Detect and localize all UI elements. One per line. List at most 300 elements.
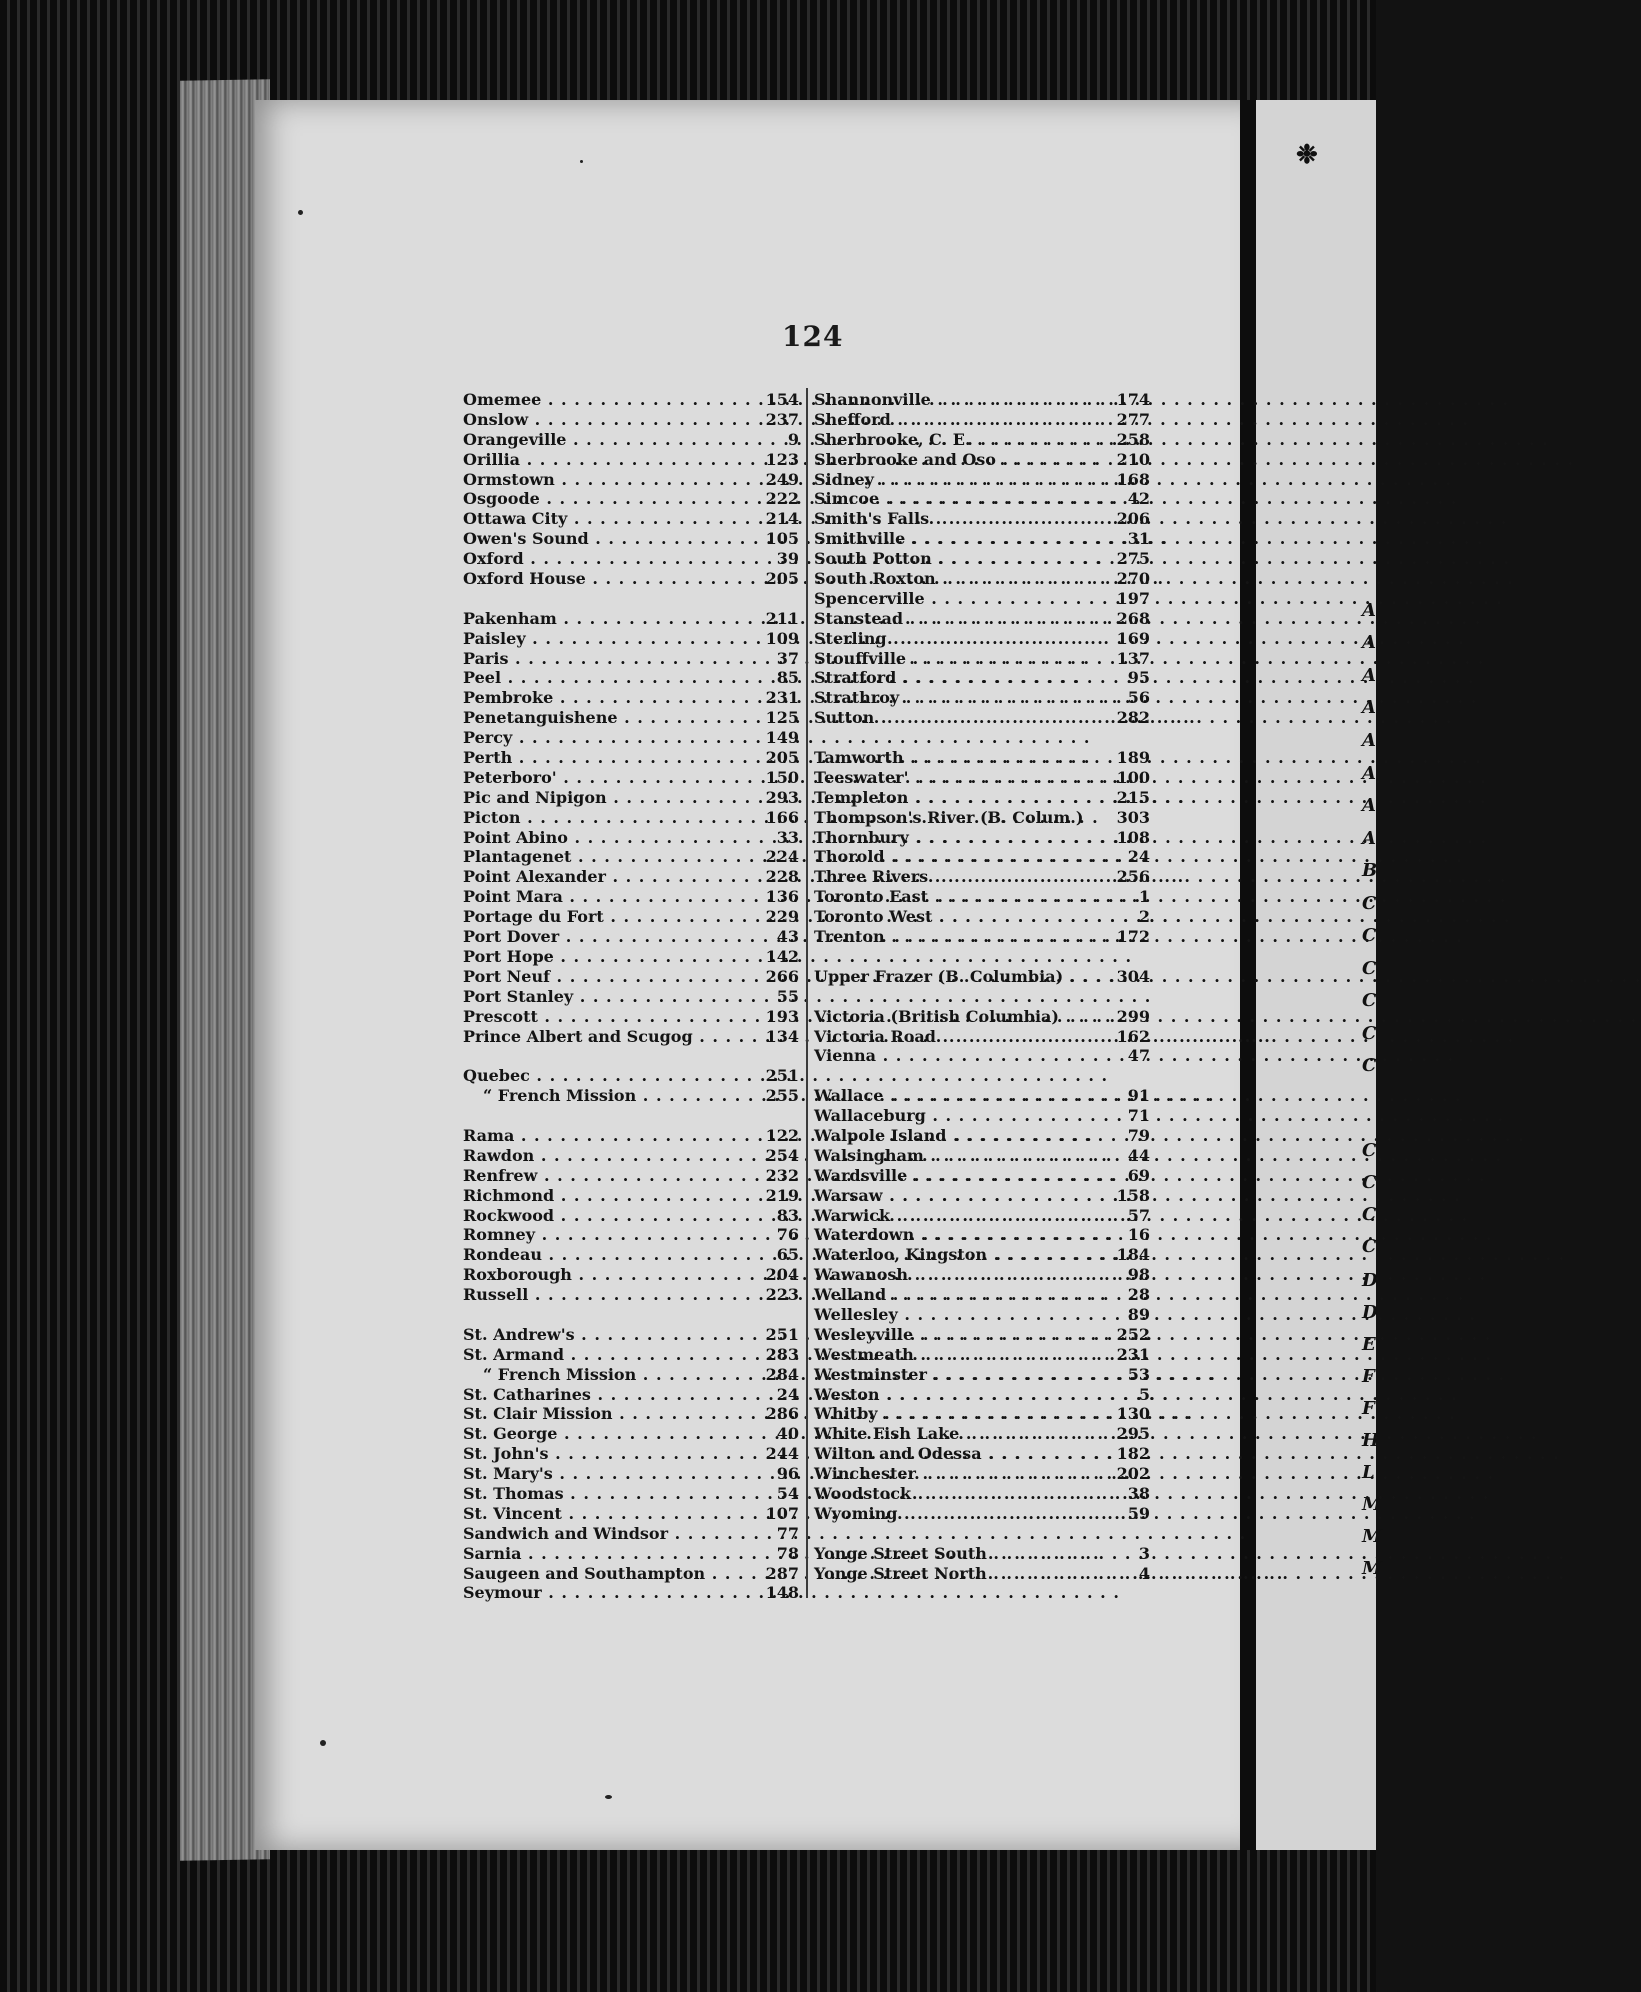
entry-page-number: 295 [1116, 1424, 1150, 1444]
entry-name: Walsingham . . . [814, 1146, 1112, 1166]
left-index-entry [463, 1583, 803, 1603]
entry-page-number: 251 [765, 1066, 799, 1086]
entry-page-number: 258 [1116, 429, 1150, 449]
right-index-entry [814, 1106, 1154, 1126]
right-index-entry [814, 1146, 1154, 1166]
entry-name: Yonge Street South . . . [814, 1544, 1112, 1564]
entry-name: Stratford . . . [814, 668, 1112, 688]
entry-name: St. Andrew's . . . [463, 1325, 761, 1345]
left-index-entry [463, 1086, 803, 1106]
entry-page-number: 53 [1127, 1364, 1150, 1384]
right-index-entry [814, 1385, 1154, 1405]
entry-name: Oxford House . . . [463, 569, 761, 589]
facing-page-letter: A [1362, 632, 1376, 653]
right-index-entry [814, 1225, 1154, 1245]
entry-page-number: 283 [765, 1344, 799, 1364]
entry-page-number: 5 [1138, 1384, 1150, 1404]
entry-page-number: 134 [765, 1026, 799, 1046]
entry-name: Roxborough . . . [463, 1265, 761, 1285]
left-index-entry [463, 1285, 803, 1305]
left-index-entry [463, 847, 803, 867]
entry-name: Toronto East . . . [814, 887, 1112, 907]
entry-page-number: 275 [1116, 549, 1150, 569]
dust-speck [320, 1740, 326, 1746]
left-index-entry [463, 410, 803, 430]
entry-page-number: 277 [1116, 409, 1150, 429]
entry-page-number: 215 [1116, 787, 1150, 807]
entry-name: Sherbrooke and Oso . . . [814, 450, 1112, 470]
entry-page-number: 205 [765, 569, 799, 589]
dust-speck [298, 210, 303, 215]
entry-name: Simcoe . . . [814, 489, 1112, 509]
entry-name: Port Neuf . . . [463, 967, 761, 987]
entry-page-number: 83 [776, 1205, 799, 1225]
index-column-right [814, 390, 1154, 1583]
facing-page-letter: A [1362, 730, 1376, 751]
entry-page-number: 251 [765, 1324, 799, 1344]
entry-name: Pic and Nipigon . . . [463, 788, 761, 808]
entry-page-number: 223 [765, 1285, 799, 1305]
right-index-entry [814, 1027, 1154, 1047]
entry-page-number: 125 [765, 708, 799, 728]
right-index-entry [814, 1206, 1154, 1226]
left-index-entry [463, 1225, 803, 1245]
left-index-entry [463, 470, 803, 490]
facing-page-mark: ❉ [1296, 140, 1318, 170]
entry-name: Toronto West . . . [814, 907, 1112, 927]
entry-page-number: 71 [1127, 1106, 1150, 1126]
entry-name: Penetanguishene . . . [463, 708, 761, 728]
left-index-entry [463, 1265, 803, 1285]
entry-name: Osgoode . . . [463, 489, 761, 509]
facing-page-letter: B [1362, 860, 1378, 881]
entry-name: Sterling . . . [814, 629, 1112, 649]
facing-page-letter: C [1362, 958, 1377, 979]
facing-page-letter: M [1362, 1494, 1382, 1515]
right-index-entry [814, 1504, 1154, 1524]
entry-page-number: 78 [776, 1543, 799, 1563]
entry-page-number: 149 [765, 728, 799, 748]
entry-name: Walpole Island . . . [814, 1126, 1112, 1146]
column-gap [463, 1106, 803, 1126]
left-index-entry [463, 788, 803, 808]
left-index-entry [463, 828, 803, 848]
entry-page-number: 142 [765, 946, 799, 966]
entry-page-number: 109 [765, 628, 799, 648]
left-index-entry [463, 1146, 803, 1166]
entry-name: Oxford . . . [463, 549, 761, 569]
left-index-entry [463, 1126, 803, 1146]
facing-page-letter: A [1362, 795, 1376, 816]
entry-page-number: 219 [765, 1185, 799, 1205]
entry-name: Sandwich and Windsor . . . [463, 1524, 761, 1544]
left-index-entry [463, 867, 803, 887]
entry-page-number: 304 [1116, 966, 1150, 986]
right-index-entry [814, 748, 1154, 768]
left-index-entry [463, 1186, 803, 1206]
facing-page-letter: A [1362, 697, 1376, 718]
facing-page-letter: F [1362, 1398, 1375, 1419]
entry-name: Omemee . . . [463, 390, 761, 410]
entry-name: Richmond . . . [463, 1186, 761, 1206]
left-index-entry [463, 569, 803, 589]
entry-name: Stouffville . . . [814, 649, 1112, 669]
right-index-entry [814, 1086, 1154, 1106]
right-index-entry [814, 1424, 1154, 1444]
entry-name: Paris . . . [463, 649, 761, 669]
entry-page-number: 108 [1116, 827, 1150, 847]
left-index-entry [463, 987, 803, 1007]
entry-page-number: 31 [1127, 529, 1150, 549]
entry-page-number: 122 [765, 1125, 799, 1145]
entry-name: Yonge Street North . . . [814, 1564, 1112, 1584]
column-gap [463, 1305, 803, 1325]
left-index-entry [463, 1504, 803, 1524]
entry-name: Victoria (British Columbia) . . . [814, 1007, 1112, 1027]
entry-page-number: 299 [1116, 1006, 1150, 1026]
left-index-entry [463, 1066, 803, 1086]
entry-name: Romney . . . [463, 1225, 761, 1245]
entry-page-number: 182 [1116, 1444, 1150, 1464]
entry-page-number: 202 [1116, 1464, 1150, 1484]
right-index-entry [814, 828, 1154, 848]
entry-page-number: 76 [776, 1225, 799, 1245]
entry-page-number: 38 [1127, 1483, 1150, 1503]
entry-name: Wawanosh . . . [814, 1265, 1112, 1285]
entry-page-number: 55 [776, 986, 799, 1006]
entry-page-number: 228 [765, 867, 799, 887]
facing-page-letter: F [1362, 1366, 1375, 1387]
left-index-entry [463, 768, 803, 788]
entry-name: St. Catharines . . . [463, 1385, 761, 1405]
entry-name: Woodstock . . . [814, 1484, 1112, 1504]
left-index-entry [463, 927, 803, 947]
right-index-entry [814, 589, 1154, 609]
entry-page-number: 158 [1116, 1185, 1150, 1205]
entry-page-number: 205 [765, 748, 799, 768]
facing-page-letter: C [1362, 893, 1377, 914]
column-divider [806, 388, 808, 1598]
left-index-entry [463, 1385, 803, 1405]
entry-name: Teeswater' . . . [814, 768, 1112, 788]
entry-name: Sherbrooke, C. E. . . . [814, 430, 1112, 450]
left-index-entry [463, 1524, 803, 1544]
left-index-entry [463, 1345, 803, 1365]
entry-name: Rama . . . [463, 1126, 761, 1146]
entry-page-number: 2 [1138, 907, 1150, 927]
left-index-entry [463, 947, 803, 967]
left-index-entry [463, 529, 803, 549]
left-index-entry [463, 1206, 803, 1226]
entry-name: St. Thomas . . . [463, 1484, 761, 1504]
left-index-entry [463, 1166, 803, 1186]
facing-page-letter: L [1362, 1462, 1375, 1483]
entry-name: Westmeath . . . [814, 1345, 1112, 1365]
entry-name: Thornbury . . . [814, 828, 1112, 848]
right-index-entry [814, 529, 1154, 549]
left-index-entry [463, 1444, 803, 1464]
right-index-entry [814, 1265, 1154, 1285]
entry-name: St. Mary's . . . [463, 1464, 761, 1484]
facing-page-letter: A [1362, 665, 1376, 686]
right-index-entry [814, 1564, 1154, 1584]
left-index-entry [463, 549, 803, 569]
entry-page-number: 28 [1127, 1285, 1150, 1305]
entry-name: Point Alexander . . . [463, 867, 761, 887]
entry-page-number: 252 [1116, 1324, 1150, 1344]
left-index-entry [463, 1007, 803, 1027]
entry-name: Strathroy . . . [814, 688, 1112, 708]
entry-page-number: 56 [1127, 688, 1150, 708]
right-index-entry [814, 708, 1154, 728]
dust-speck [580, 160, 583, 163]
facing-page-letter: C [1362, 1236, 1377, 1257]
entry-name: Warwick . . . [814, 1206, 1112, 1226]
entry-name: Point Mara . . . [463, 887, 761, 907]
facing-page-letter: C [1362, 1055, 1377, 1076]
entry-name: Vienna . . . [814, 1046, 1112, 1066]
entry-name: Russell . . . [463, 1285, 761, 1305]
entry-name: Prince Albert and Scugog . . . [463, 1027, 761, 1047]
entry-page-number: 96 [776, 1464, 799, 1484]
right-index-entry [814, 470, 1154, 490]
left-index-entry [463, 1544, 803, 1564]
left-index-entry [463, 808, 803, 828]
right-index-entry [814, 1544, 1154, 1564]
facing-page-letter: C [1362, 1204, 1377, 1225]
entry-page-number: 222 [765, 489, 799, 509]
entry-name: Orillia . . . [463, 450, 761, 470]
left-index-entry [463, 649, 803, 669]
entry-name: Weston . . . [814, 1385, 1112, 1405]
entry-name: Shannonville . . . [814, 390, 1112, 410]
entry-page-number: 282 [1116, 708, 1150, 728]
entry-name: Wallaceburg . . . [814, 1106, 1112, 1126]
entry-page-number: 91 [1127, 1086, 1150, 1106]
entry-page-number: 54 [776, 1483, 799, 1503]
entry-page-number: 98 [1127, 1265, 1150, 1285]
entry-name: Thompson's River (B. Colum.) [814, 807, 1084, 827]
entry-name: Perth . . . [463, 748, 761, 768]
entry-name: St. John's . . . [463, 1444, 761, 1464]
entry-page-number: 107 [765, 1503, 799, 1523]
column-gap [814, 728, 1154, 748]
right-index-entry [814, 1046, 1154, 1066]
right-index-entry [814, 1345, 1154, 1365]
entry-page-number: 69 [1127, 1165, 1150, 1185]
left-index-entry [463, 1404, 803, 1424]
entry-name: Shefford . . . [814, 410, 1112, 430]
entry-name: Warsaw . . . [814, 1186, 1112, 1206]
column-gap [814, 987, 1154, 1007]
entry-page-number: 3 [1138, 1543, 1150, 1563]
left-index-entry [463, 907, 803, 927]
entry-page-number: 172 [1116, 927, 1150, 947]
entry-name: Three Rivers . . . [814, 867, 1112, 887]
right-index-entry [814, 649, 1154, 669]
left-index-entry [463, 1424, 803, 1444]
right-index-entry [814, 549, 1154, 569]
entry-page-number: 57 [1127, 1205, 1150, 1225]
entry-page-number: 256 [1116, 867, 1150, 887]
entry-page-number: 229 [765, 907, 799, 927]
entry-page-number: 65 [776, 1245, 799, 1265]
right-index-entry [814, 1464, 1154, 1484]
entry-page-number: 85 [776, 668, 799, 688]
entry-page-number: 286 [765, 1404, 799, 1424]
facing-page-letter: C [1362, 990, 1377, 1011]
right-index-entry [814, 1007, 1154, 1027]
entry-page-number: 40 [776, 1424, 799, 1444]
column-gap [814, 1066, 1154, 1086]
entry-name: Quebec . . . [463, 1066, 761, 1086]
right-index-entry [814, 1186, 1154, 1206]
entry-name: Templeton . . . [814, 788, 1112, 808]
facing-page-letter: C [1362, 1140, 1377, 1161]
entry-name: “ French Mission . . . [463, 1365, 761, 1385]
entry-page-number: 150 [765, 767, 799, 787]
facing-page-letter: M [1362, 1526, 1382, 1547]
entry-page-number: 47 [1127, 1046, 1150, 1066]
entry-name: St. Vincent . . . [463, 1504, 761, 1524]
entry-page-number: 123 [765, 449, 799, 469]
entry-name: Picton . . . [463, 808, 761, 828]
facing-page-letter: C [1362, 925, 1377, 946]
right-index-entry [814, 569, 1154, 589]
entry-name: Seymour . . . [463, 1583, 761, 1603]
entry-page-number: 148 [765, 1583, 799, 1603]
facing-page-letter: D [1362, 1302, 1378, 1323]
entry-page-number: 39 [776, 549, 799, 569]
entry-page-number: 266 [765, 966, 799, 986]
entry-page-number: 24 [1127, 847, 1150, 867]
entry-name: Prescott . . . [463, 1007, 761, 1027]
entry-name: White Fish Lake . . . [814, 1424, 1112, 1444]
right-index-entry [814, 668, 1154, 688]
entry-name: St. Clair Mission . . . [463, 1404, 761, 1424]
entry-page-number: 254 [765, 1145, 799, 1165]
left-index-entry [463, 1365, 803, 1385]
right-index-entry [814, 1325, 1154, 1345]
right-index-entry [814, 1365, 1154, 1385]
entry-name: Onslow . . . [463, 410, 761, 430]
right-index-entry [814, 410, 1154, 430]
entry-page-number: 210 [1116, 449, 1150, 469]
entry-name: Port Hope . . . [463, 947, 761, 967]
right-index-entry [814, 847, 1154, 867]
column-gap [814, 947, 1154, 967]
left-index-entry [463, 748, 803, 768]
entry-page-number: 255 [765, 1086, 799, 1106]
right-index-entry [814, 390, 1154, 410]
entry-name: Westminster . . . [814, 1365, 1112, 1385]
entry-name: Rondeau . . . [463, 1245, 761, 1265]
left-index-entry [463, 629, 803, 649]
facing-page-letter: C [1362, 1023, 1377, 1044]
entry-name: Wesleyville . . . [814, 1325, 1112, 1345]
left-index-entry [463, 668, 803, 688]
entry-page-number: 44 [1127, 1145, 1150, 1165]
entry-name: Smith's Falls . . . [814, 509, 1112, 529]
entry-page-number: 95 [1127, 668, 1150, 688]
entry-page-number: 16 [1127, 1225, 1150, 1245]
entry-page-number: 154 [765, 390, 799, 409]
right-index-entry [814, 768, 1154, 788]
entry-name: St. Armand . . . [463, 1345, 761, 1365]
left-index-entry [463, 1325, 803, 1345]
entry-name: Wellesley . . . [814, 1305, 1112, 1325]
left-index-entry [463, 967, 803, 987]
left-index-entry [463, 1245, 803, 1265]
entry-name: Welland . . . [814, 1285, 1112, 1305]
entry-page-number: 37 [776, 648, 799, 668]
right-index-entry [814, 1166, 1154, 1186]
right-index-entry [814, 867, 1154, 887]
facing-page-letter: H [1362, 1430, 1380, 1451]
entry-page-number: 33 [776, 827, 799, 847]
right-index-entry [814, 808, 1154, 828]
page-number: 124 [782, 320, 844, 353]
left-index-entry [463, 688, 803, 708]
facing-page-letter: M [1362, 1558, 1382, 1579]
facing-page-letter: A [1362, 600, 1376, 621]
right-index-entry [814, 609, 1154, 629]
entry-name: Wyoming . . . [814, 1504, 1112, 1524]
entry-page-number: 206 [1116, 509, 1150, 529]
entry-name: Pembroke . . . [463, 688, 761, 708]
left-index-entry [463, 430, 803, 450]
facing-page-letter: D [1362, 1270, 1378, 1291]
entry-page-number: 193 [765, 1006, 799, 1026]
entry-name: Portage du Fort . . . [463, 907, 761, 927]
entry-name: Ottawa City . . . [463, 509, 761, 529]
entry-page-number: 231 [765, 688, 799, 708]
entry-name: Point Abino . . . [463, 828, 761, 848]
right-index-entry [814, 1404, 1154, 1424]
entry-name: Wilton and Odessa . . . [814, 1444, 1112, 1464]
entry-page-number: 162 [1116, 1026, 1150, 1046]
entry-page-number: 232 [765, 1165, 799, 1185]
entry-name: Port Dover . . . [463, 927, 761, 947]
entry-name: Trenton . . . [814, 927, 1112, 947]
entry-page-number: 166 [765, 807, 799, 827]
entry-page-number: 224 [765, 847, 799, 867]
entry-page-number: 284 [765, 1364, 799, 1384]
entry-name: Peel . . . [463, 668, 761, 688]
entry-name: Saugeen and Southampton . . . [463, 1564, 761, 1584]
entry-page-number: 59 [1127, 1503, 1150, 1523]
entry-page-number: 237 [765, 409, 799, 429]
entry-page-number: 79 [1127, 1125, 1150, 1145]
column-gap [463, 589, 803, 609]
right-index-entry [814, 967, 1154, 987]
left-index-entry [463, 708, 803, 728]
entry-name: Whitby . . . [814, 1404, 1112, 1424]
entry-page-number: 168 [1116, 469, 1150, 489]
facing-page-letter: A [1362, 763, 1376, 784]
entry-name: South Roxton . . . [814, 569, 1112, 589]
facing-page-letter: C [1362, 1172, 1377, 1193]
entry-page-number: 43 [776, 927, 799, 947]
right-index-entry [814, 1484, 1154, 1504]
left-index-entry [463, 887, 803, 907]
right-index-entry [814, 1305, 1154, 1325]
entry-page-number: 77 [776, 1523, 799, 1543]
entry-name: Spencerville . . . [814, 589, 1112, 609]
right-index-entry [814, 887, 1154, 907]
right-index-entry [814, 1126, 1154, 1146]
right-index-entry [814, 1285, 1154, 1305]
